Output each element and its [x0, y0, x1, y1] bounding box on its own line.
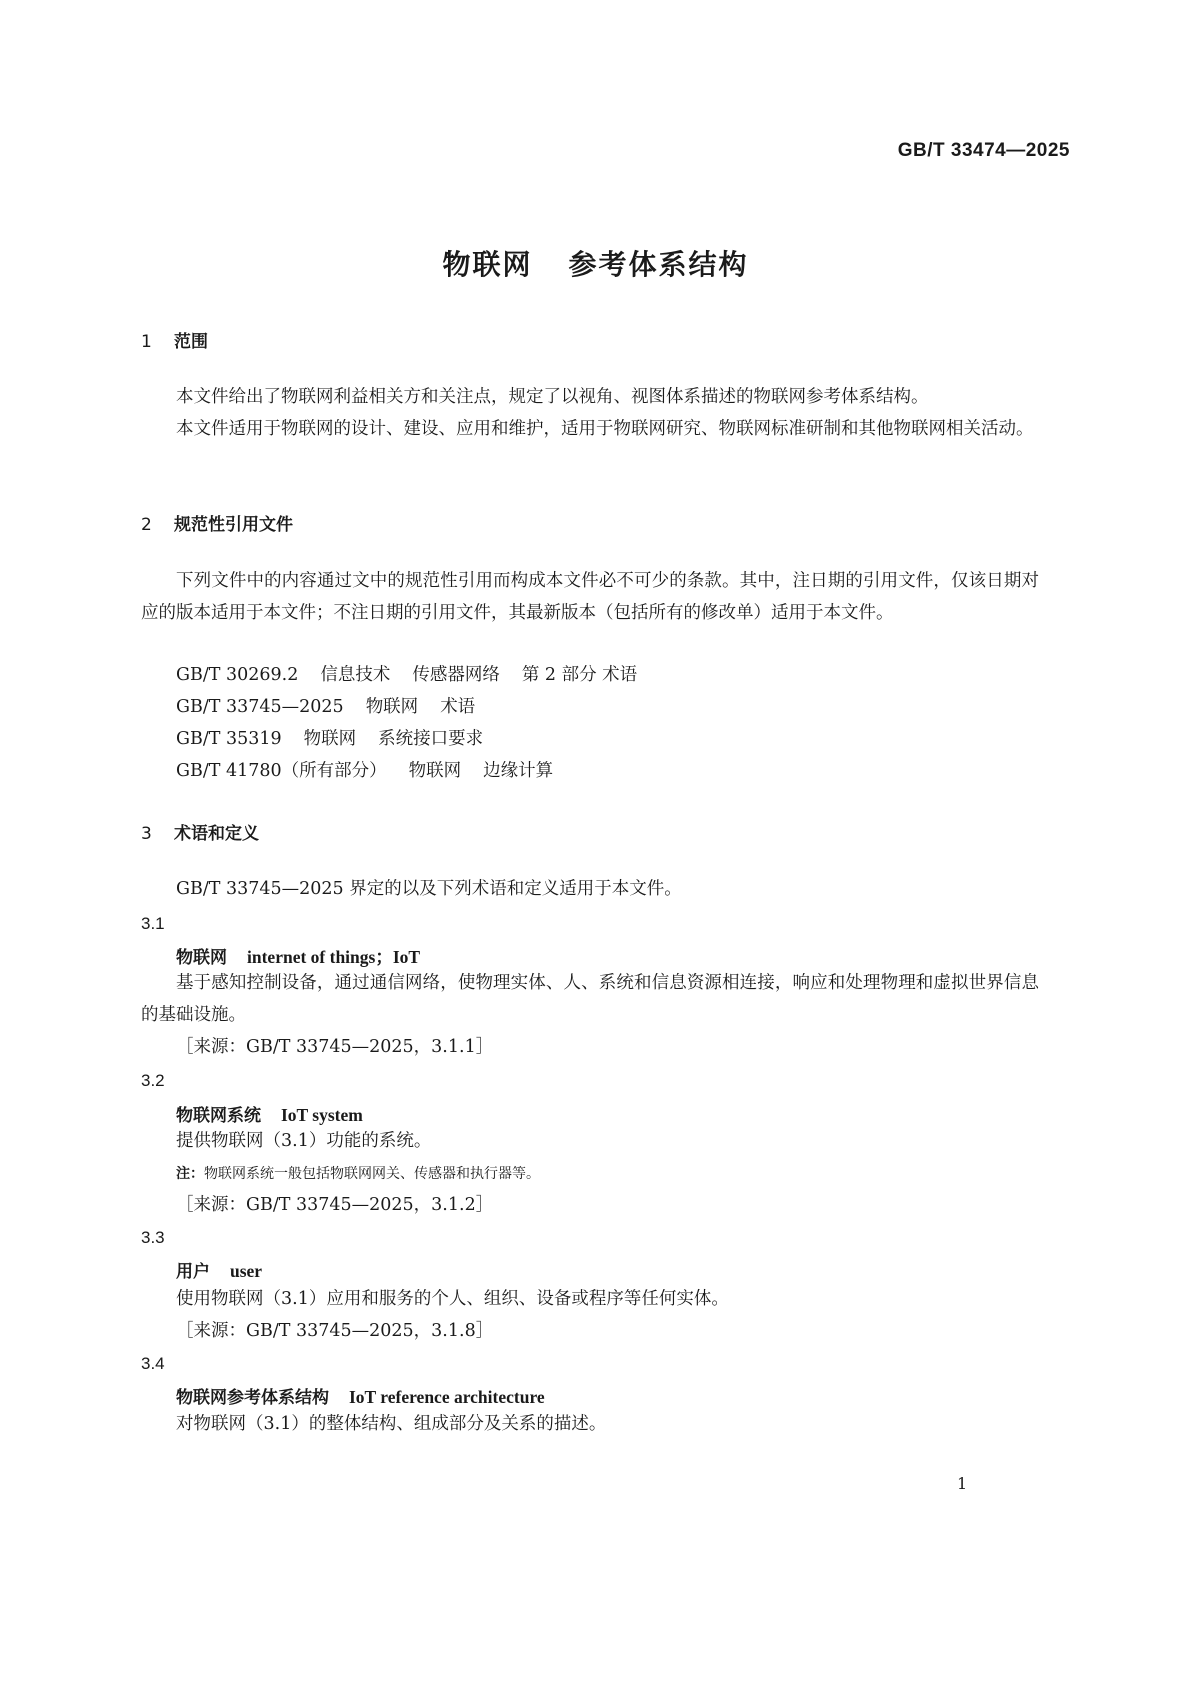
term-name: 用户 user: [176, 1261, 263, 1282]
normative-reference: GB/T 35319 物联网 系统接口要求: [176, 729, 484, 749]
normative-reference: GB/T 33745—2025 物联网 术语: [176, 697, 476, 717]
term-number: 3.1: [141, 914, 165, 933]
section-1-para-1: 本文件给出了物联网利益相关方和关注点，规定了以视角、视图体系描述的物联网参考体系结构。: [176, 387, 929, 407]
term-number: 3.4: [141, 1354, 165, 1373]
title-part-1: 物联网: [442, 248, 533, 281]
term-definition: 提供物联网（3.1）功能的系统。: [176, 1131, 432, 1151]
term-name: 物联网 internet of things；IoT: [176, 947, 421, 968]
standard-code: GB/T 33474—2025: [897, 140, 1070, 161]
term-number: 3.3: [141, 1228, 165, 1247]
section-3-heading: 3 术语和定义: [141, 824, 259, 844]
term-definition: 基于感知控制设备，通过通信网络，使物理实体、人、系统和信息资源相连接，响应和处理物理和虚拟世界信息的基础设施。: [141, 973, 1039, 1025]
section-2-heading: 2 规范性引用文件: [141, 515, 293, 535]
term-definition: 使用物联网（3.1）应用和服务的个人、组织、设备或程序等任何实体。: [176, 1289, 729, 1309]
term-source: ［来源：GB/T 33745—2025，3.1.1］: [176, 1037, 494, 1057]
section-2-intro: 下列文件中的内容通过文中的规范性引用而构成本文件必不可少的条款。其中，注日期的引用文件，仅该日期对应的版本适用于本文件；不注日期的引用文件，其最新版本（包括所有的修改单）适用于本文件。: [141, 571, 1039, 623]
term-name: 物联网参考体系结构 IoT reference architecture: [176, 1387, 545, 1408]
document-title: [0, 243, 1191, 283]
section-1-heading: 1 范围: [141, 332, 208, 352]
term-source: ［来源：GB/T 33745—2025，3.1.2］: [176, 1195, 494, 1215]
term-number: 3.2: [141, 1071, 165, 1090]
term-source: ［来源：GB/T 33745—2025，3.1.8］: [176, 1321, 494, 1341]
term-name: 物联网系统 IoT system: [176, 1105, 363, 1126]
term-note: 注：物联网系统一般包括物联网网关、传感器和执行器等。: [176, 1166, 540, 1182]
normative-reference: GB/T 41780（所有部分） 物联网 边缘计算: [176, 761, 554, 781]
section-1-para-2: 本文件适用于物联网的设计、建设、应用和维护，适用于物联网研究、物联网标准研制和其他物联网相关活动。: [176, 419, 1034, 439]
normative-reference: GB/T 30269.2 信息技术 传感器网络 第 2 部分 术语: [176, 665, 638, 685]
term-definition: 对物联网（3.1）的整体结构、组成部分及关系的描述。: [176, 1414, 607, 1434]
page-number: 1: [957, 1474, 968, 1493]
title-part-2: 参考体系结构: [568, 248, 749, 281]
section-3-intro: GB/T 33745—2025 界定的以及下列术语和定义适用于本文件。: [176, 879, 682, 899]
